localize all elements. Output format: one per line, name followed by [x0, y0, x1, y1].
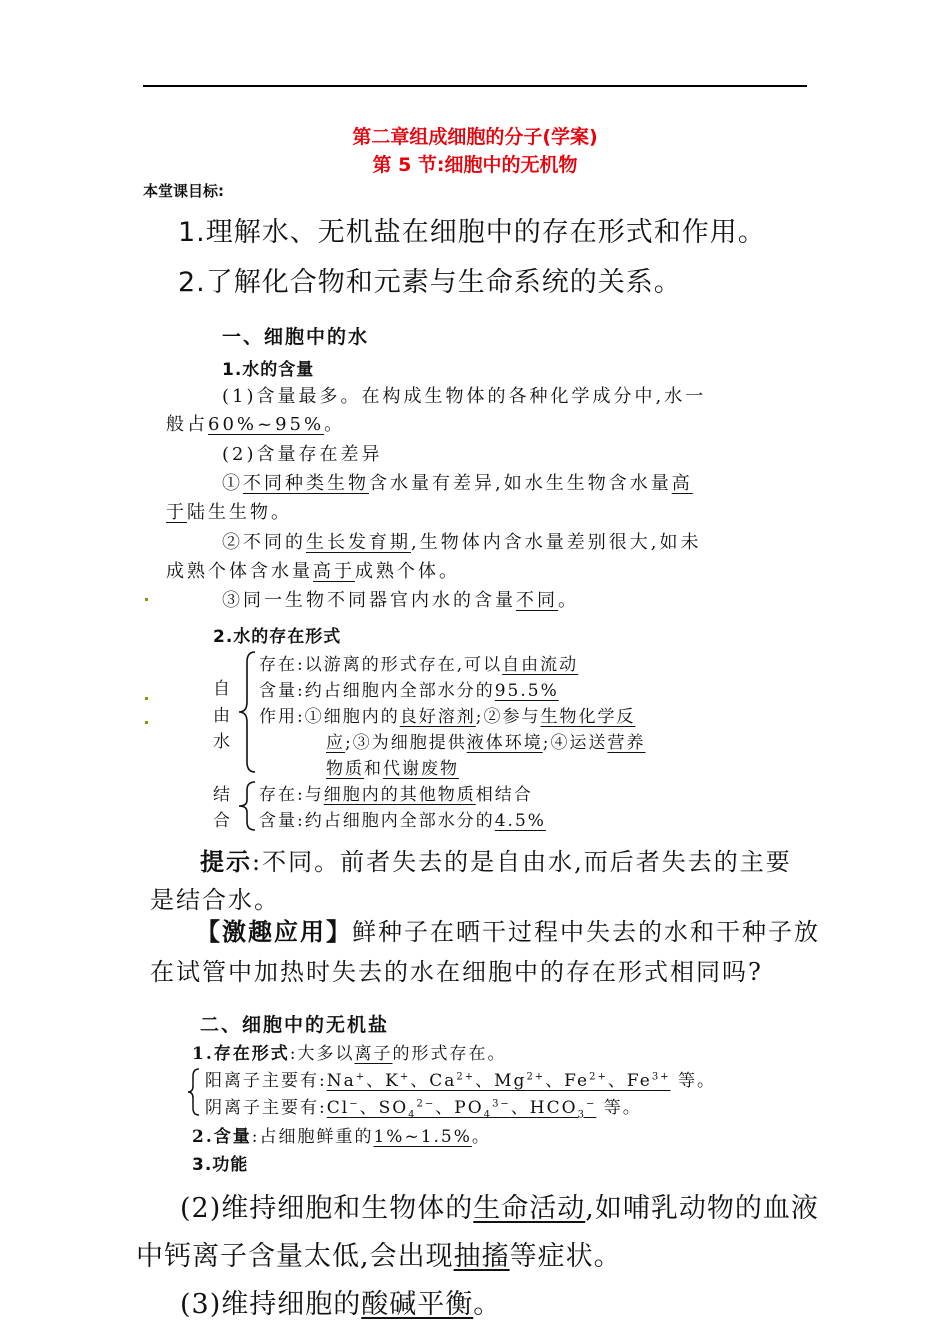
water-p5: ③同一生物不同器官内水的含量不同。 [222, 590, 579, 611]
anion-list: Cl−、$SO_4^{2-}$、$PO_4^{3-}$、$HCO_3^-$ [326, 1098, 597, 1121]
function-2b: 中钙离子含量太低,会出现抽搐等症状。 [136, 1241, 622, 1272]
bound-label-2: 合 [213, 811, 232, 831]
free-label-1: 自 [213, 679, 232, 699]
chapter-title: 第二章组成细胞的分子(学案) [352, 126, 598, 148]
cation-line: 阳离子主要有:Na+、K+、$Ca^{2+}$、$Mg^{2+}$、$Fe^{2+}$、$Fe^{3+}$ 等。 [205, 1071, 716, 1091]
free-exist: 存在:以游离的形式存在,可以自由流动 [259, 655, 579, 675]
water-heading: 一、细胞中的水 [222, 326, 370, 348]
goal-1: 1.理解水、无机盐在细胞中的存在形式和作用。 [178, 217, 766, 248]
cation-list: Na+、K+、$Ca^{2+}$、$Mg^{2+}$、$Fe^{2+}$、$Fe^{3+}$ [326, 1071, 671, 1091]
water-p2: (2)含量存在差异 [222, 444, 383, 465]
free-role-3: 物质和代谢废物 [326, 759, 459, 779]
water-p1a: (1)含量最多。在构成生物体的各种化学成分中,水一 [222, 386, 707, 407]
free-label-2: 由 [213, 706, 232, 726]
free-label-3: 水 [213, 732, 232, 752]
bound-exist: 存在:与细胞内的其他物质相结合 [259, 785, 533, 805]
app-line-1: 【激趣应用】鲜种子在晒干过程中失去的水和干种子放 [196, 917, 820, 946]
goals-label: 本堂课目标: [143, 182, 224, 200]
salt-function-heading: 3.功能 [192, 1155, 249, 1175]
header-rule [143, 85, 807, 87]
salt-content: 2.含量:占细胞鲜重的1%~1.5%。 [192, 1127, 491, 1147]
goal-2: 2.了解化合物和元素与生命系统的关系。 [178, 267, 682, 298]
app-line-2: 在试管中加热时失去的水在细胞中的存在形式相同吗? [150, 958, 763, 986]
ion-brace [186, 1067, 202, 1117]
water-p3b: 于陆生生物。 [166, 502, 292, 523]
bound-content: 含量:约占细胞内全部水分的4.5% [259, 811, 546, 831]
water-p1b: 般占60%~95%。 [166, 414, 346, 435]
water-p4a: ②不同的生长发育期,生物体内含水量差别很大,如未 [222, 532, 702, 553]
margin-dot [145, 721, 148, 724]
margin-dot [145, 598, 148, 601]
salt-heading: 二、细胞中的无机盐 [200, 1014, 390, 1036]
hint-line-1: 提示:不同。前者失去的是自由水,而后者失去的主要 [200, 847, 792, 876]
bound-label-1: 结 [213, 785, 232, 805]
bound-water-brace [237, 780, 259, 832]
salt-forms: 1.存在形式:大多以离子的形式存在。 [192, 1044, 507, 1064]
free-water-brace [237, 650, 259, 774]
water-forms-heading: 2.水的存在形式 [213, 627, 342, 647]
water-p4b: 成熟个体含水量高于成熟个体。 [166, 561, 460, 582]
anion-line: 阴离子主要有:Cl−、$SO_4^{2-}$、$PO_4^{3-}$、$HCO_3^-$ 等。 [205, 1098, 642, 1121]
free-role-2: 应;③为细胞提供液体环境;④运送营养 [326, 733, 646, 753]
margin-dot [145, 697, 148, 700]
function-3: (3)维持细胞的酸碱平衡。 [180, 1289, 502, 1320]
free-content: 含量:约占细胞内全部水分的95.5% [259, 681, 559, 701]
free-role-1: 作用:①细胞内的良好溶剂;②参与生物化学反 [259, 707, 636, 727]
water-content-heading: 1.水的含量 [222, 360, 315, 380]
section-title: 第 5 节:细胞中的无机物 [372, 154, 578, 176]
hint-line-2: 是结合水。 [150, 886, 280, 914]
water-p3a: ①不同种类生物含水量有差异,如水生生物含水量高 [222, 473, 693, 494]
function-2a: (2)维持细胞和生物体的生命活动,如哺乳动物的血液 [180, 1193, 819, 1224]
